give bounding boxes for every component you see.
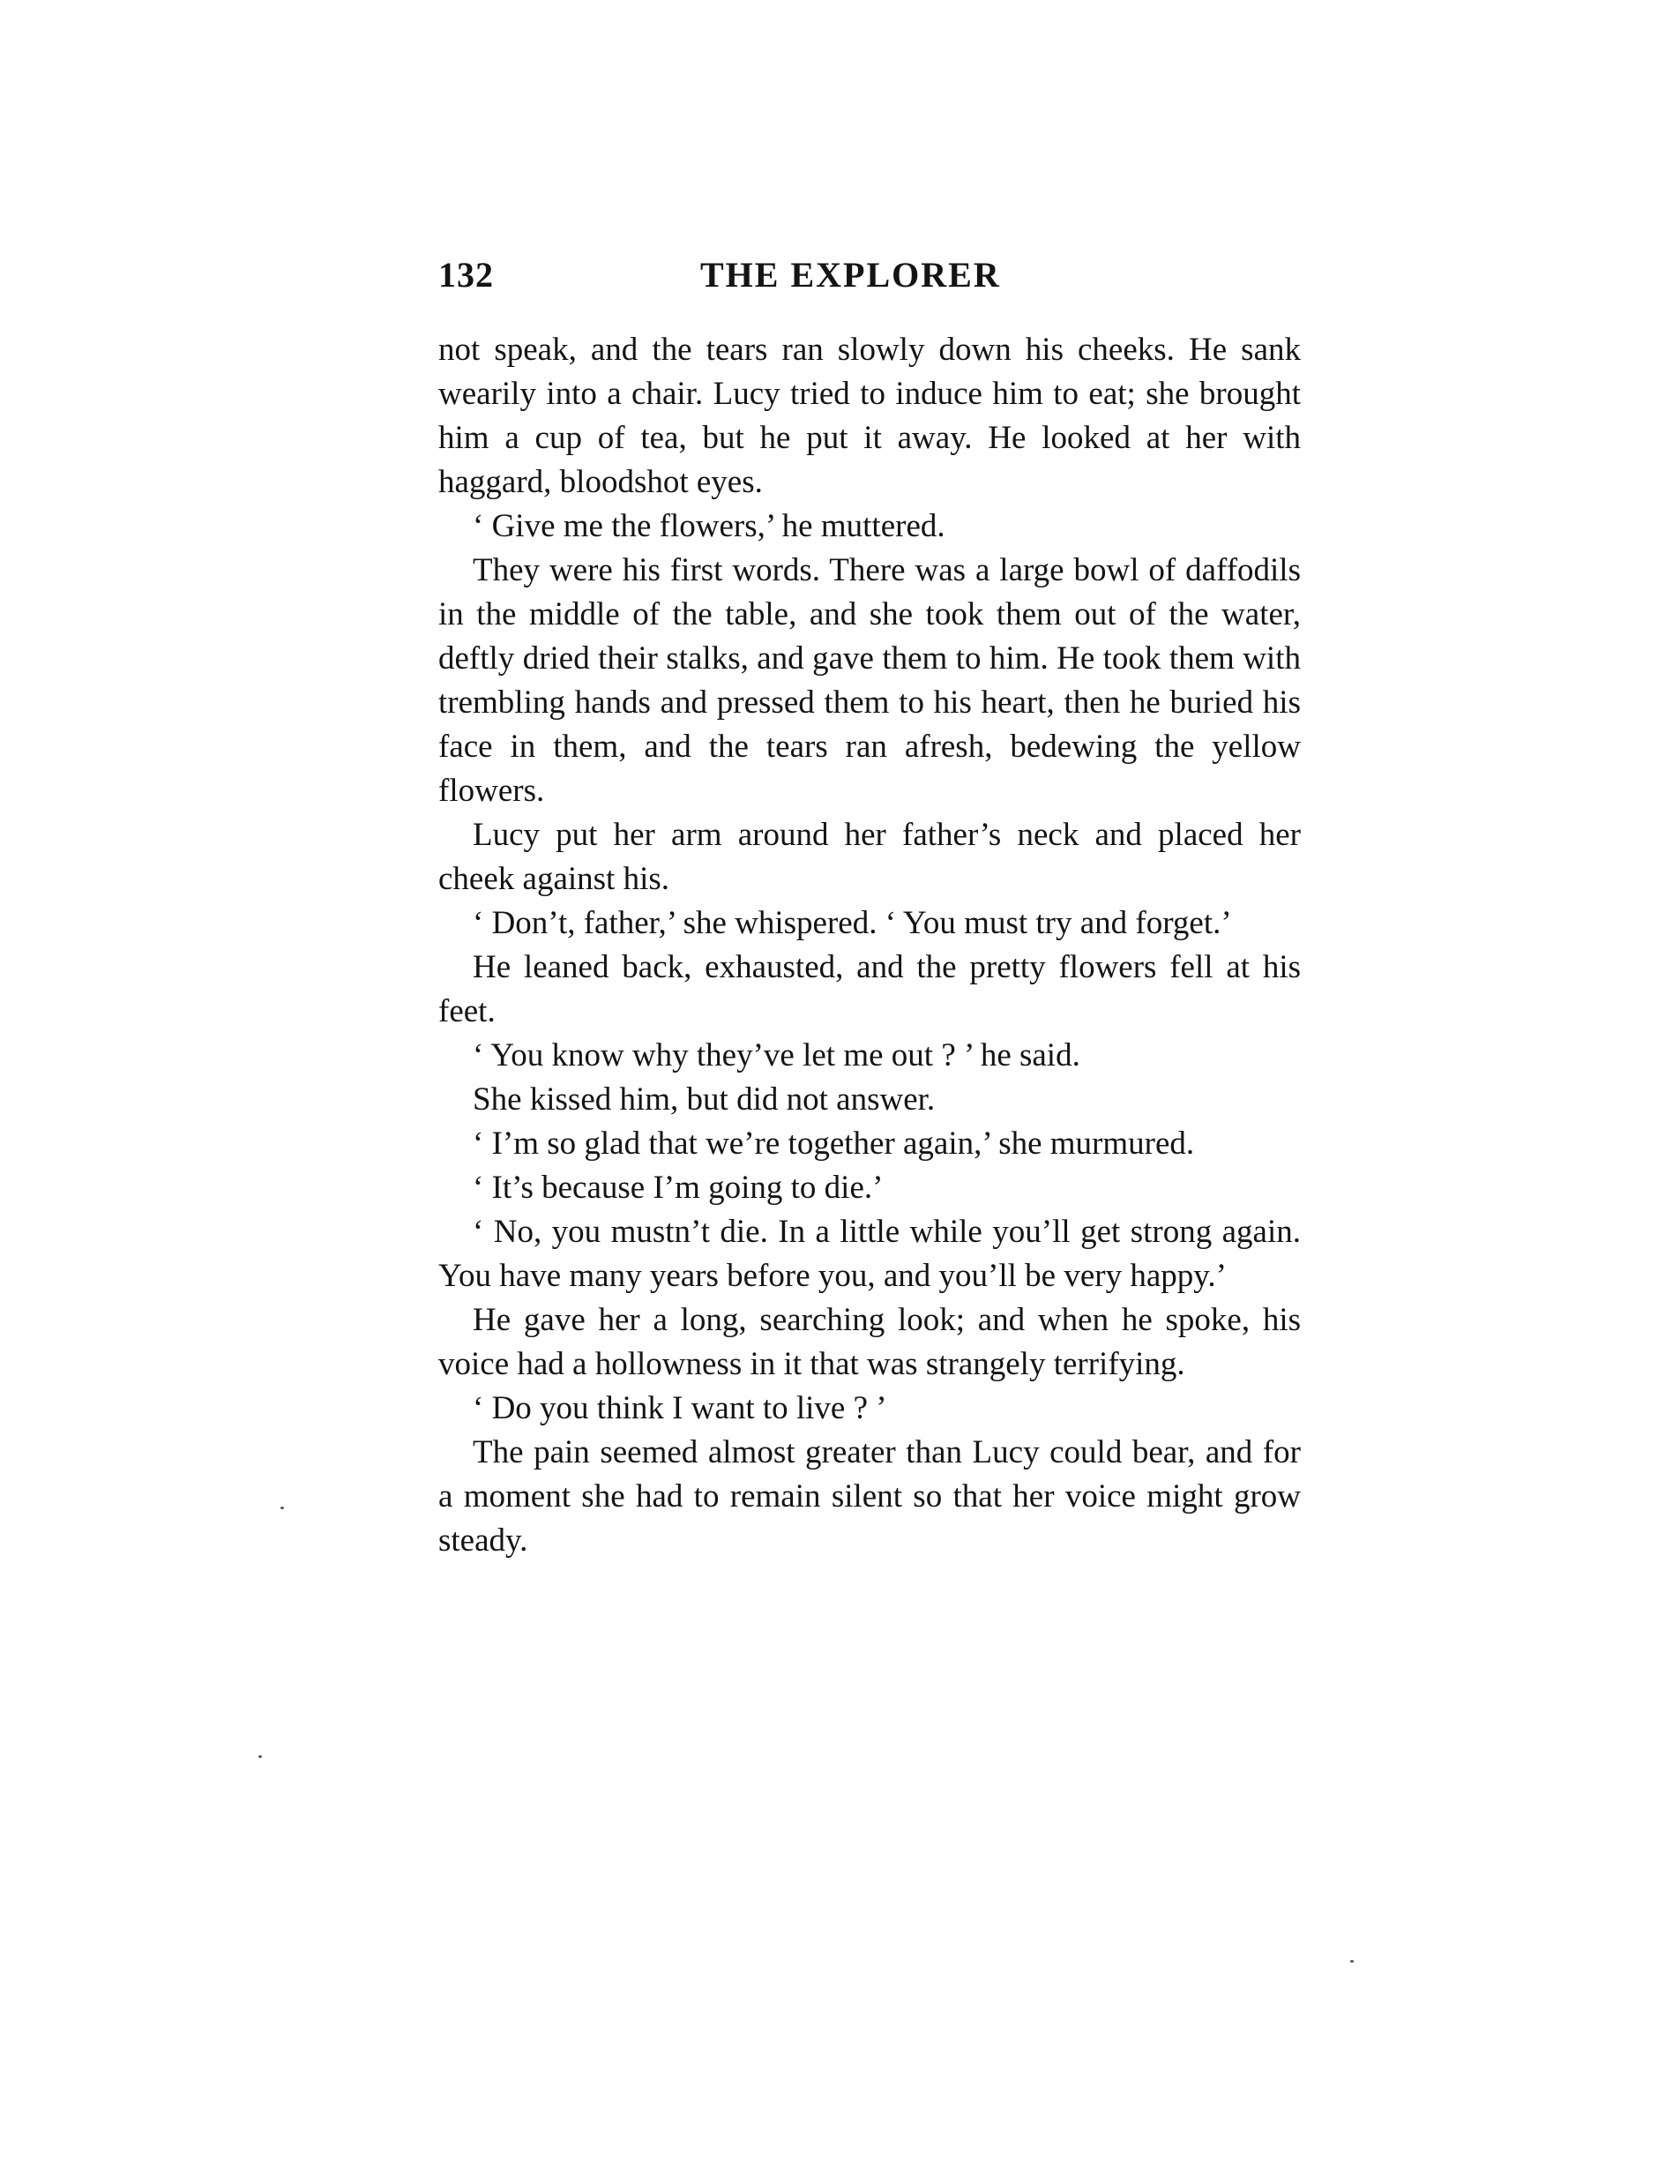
paragraph: They were his first words. There was a large bowl of daffodils in the middle of the table, and she took them out of the water, deftly dried their stalks, and gave them to him. He took them with trembling hands and pressed them to his heart, then he buried his face in them, and the tears ran afresh, bedewing the yellow flowers. (438, 552, 1301, 809)
running-title: THE EXPLORER (700, 255, 1001, 295)
body-text (438, 328, 1301, 1563)
paragraph: ‘ Do you think I want to live ? ’ (473, 1390, 887, 1426)
paragraph: ‘ It’s because I’m going to die.’ (473, 1170, 884, 1206)
paragraph: The pain seemed almost greater than Lucy could bear, and for a moment she had to remain silent so that her voice might grow steady. (438, 1434, 1301, 1559)
running-head (438, 254, 1301, 307)
paragraph: ‘ No, you mustn’t die. In a little while you’ll get strong again. You have many years before you, and you’ll be very happy.’ (438, 1214, 1301, 1294)
scan-speck (1350, 1960, 1354, 1963)
paragraph: Lucy put her arm around her father’s neck and placed her cheek against his. (438, 817, 1301, 897)
paragraph: not speak, and the tears ran slowly down his cheeks. He sank wearily into a chair. Lucy tried to induce him to eat; she brought him a cup of tea, but he put it away. He looked at her with haggard, bloodshot eyes. (438, 332, 1301, 500)
paragraph: ‘ You know why they’ve let me out ? ’ he said. (473, 1037, 1080, 1073)
paragraph: ‘ Don’t, father,’ she whispered. ‘ You must try and forget.’ (473, 905, 1232, 941)
paragraph: ‘ Give me the flowers,’ he muttered. (473, 508, 945, 544)
scan-speck (280, 1507, 284, 1509)
paragraph: She kissed him, but did not answer. (473, 1081, 936, 1118)
paragraph: He gave her a long, searching look; and when he spoke, his voice had a hollowness in it that was strangely terrifying. (438, 1302, 1301, 1382)
paragraph: He leaned back, exhausted, and the pretty flowers fell at his feet. (438, 949, 1301, 1029)
page-number: 132 (438, 255, 494, 295)
paragraph: ‘ I’m so glad that we’re together again,’ she murmured. (473, 1126, 1195, 1162)
scan-speck (258, 1755, 262, 1758)
